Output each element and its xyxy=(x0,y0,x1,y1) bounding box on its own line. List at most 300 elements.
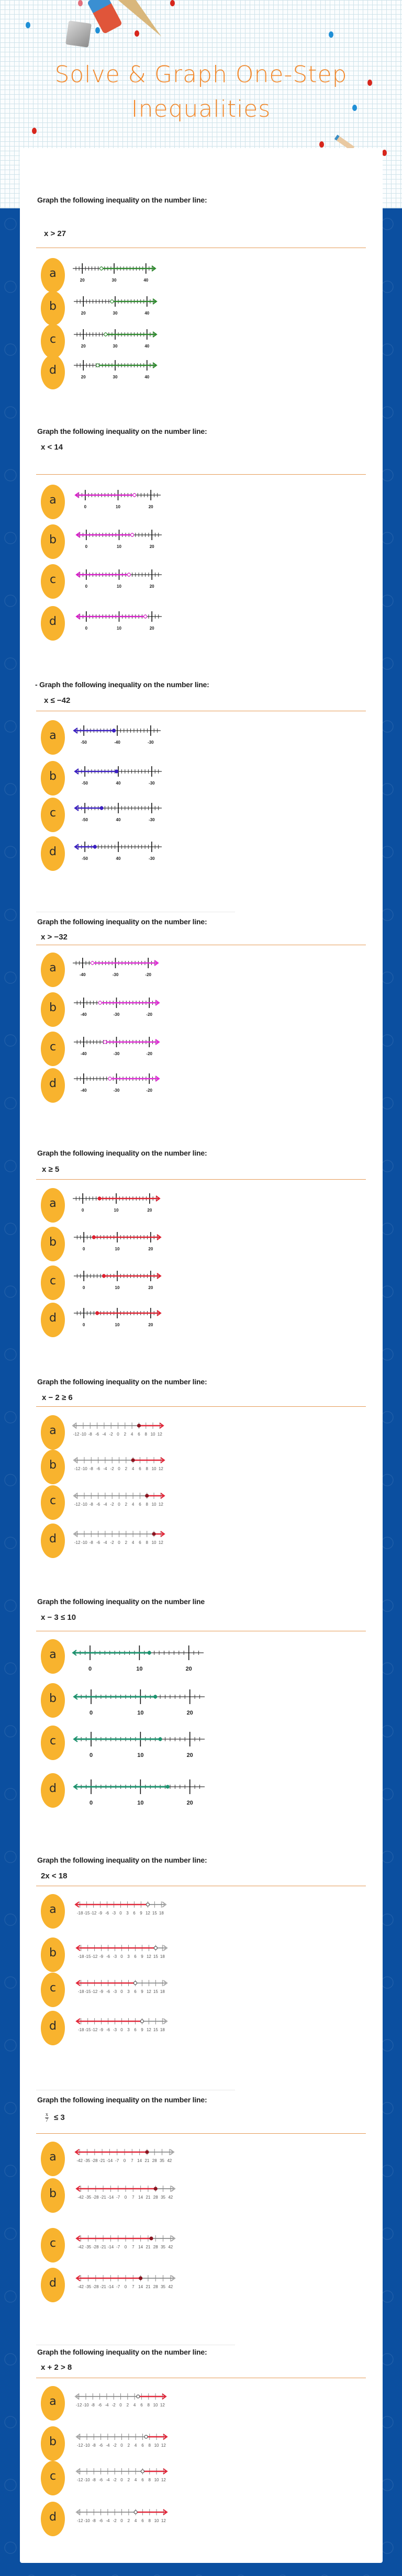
tick-label: 7 xyxy=(132,2245,135,2249)
tick-label: 30 xyxy=(113,311,118,316)
tick-label: -42 xyxy=(77,2195,84,2200)
tick-label: 10 xyxy=(154,2478,159,2482)
inequality-expression xyxy=(41,1872,67,1880)
tick-label: -15 xyxy=(84,2028,91,2032)
tick-label: -8 xyxy=(92,2478,96,2482)
number-line-graph xyxy=(72,800,165,830)
number-line-graph xyxy=(71,722,164,752)
answer-option-b[interactable] xyxy=(41,291,355,326)
answer-option-d[interactable] xyxy=(41,1773,355,1808)
tick-label: 21 xyxy=(146,2245,151,2249)
tick-label: 0 xyxy=(120,1989,123,1994)
tick-label: 0 xyxy=(118,1466,120,1471)
question-prompt: - Graph the following inequality on the number line: xyxy=(35,680,209,689)
tick-label: 20 xyxy=(186,1752,193,1759)
tick-label: 9 xyxy=(141,1989,143,1994)
tick-label: -40 xyxy=(81,1088,87,1093)
tick-label: 15 xyxy=(152,1911,157,1916)
tick-label: 10 xyxy=(117,626,121,631)
option-badge[interactable]: a xyxy=(41,1415,65,1450)
tick-label: 12 xyxy=(158,1540,163,1545)
answer-option-d[interactable] xyxy=(41,2268,355,2302)
option-badge[interactable]: a xyxy=(41,258,65,293)
tick-label: 0 xyxy=(119,1911,122,1916)
option-badge[interactable]: b xyxy=(41,1227,65,1261)
tick-label: 28 xyxy=(153,2195,158,2200)
option-badge[interactable]: a xyxy=(41,1639,65,1674)
tick-label: 4 xyxy=(133,2403,136,2407)
tick-label: 6 xyxy=(140,2403,143,2407)
option-badge[interactable]: b xyxy=(41,2426,65,2461)
tick-label: -2 xyxy=(113,2518,117,2523)
tick-label: 10 xyxy=(137,1752,144,1759)
tick-label: -21 xyxy=(100,2245,106,2249)
number-line-icon xyxy=(71,1487,168,1514)
number-line-icon xyxy=(71,326,160,353)
answer-option-b[interactable] xyxy=(41,1937,355,1972)
tick-label: -6 xyxy=(95,1432,99,1437)
option-badge[interactable]: c xyxy=(41,564,65,599)
tick-label: -30 xyxy=(149,856,155,861)
option-badge[interactable]: c xyxy=(41,2228,65,2263)
number-line-graph xyxy=(70,260,159,290)
answer-option-a[interactable] xyxy=(41,953,355,987)
option-badge[interactable]: a xyxy=(41,953,65,987)
tick-label: 0 xyxy=(120,2028,123,2032)
tick-label: 14 xyxy=(138,2284,143,2289)
answer-option-a[interactable] xyxy=(41,1188,355,1223)
tick-label: 2 xyxy=(125,1502,128,1507)
tick-label: -10 xyxy=(81,1466,87,1471)
number-line-icon xyxy=(73,2180,178,2207)
answer-option-c[interactable] xyxy=(41,1265,355,1300)
question-section xyxy=(20,1591,383,1827)
tick-label: 10 xyxy=(115,1323,120,1327)
tick-label: 10 xyxy=(154,2518,159,2523)
tick-label: 10 xyxy=(137,1710,144,1716)
answer-option-b[interactable] xyxy=(41,992,355,1027)
tick-label: -4 xyxy=(102,1432,106,1437)
tick-label: -9 xyxy=(99,1954,104,1959)
tick-label: 21 xyxy=(144,2158,150,2163)
option-badge[interactable]: b xyxy=(41,1450,65,1484)
option-badge[interactable]: d xyxy=(41,1773,65,1808)
worksheet-card xyxy=(20,148,383,2563)
tick-label: 4 xyxy=(131,1502,135,1507)
tick-label: -12 xyxy=(75,2403,82,2407)
tick-label: 4 xyxy=(134,2518,137,2523)
answer-option-b[interactable] xyxy=(41,1227,355,1261)
decor-dot xyxy=(319,141,324,148)
answer-option-d[interactable] xyxy=(41,2011,355,2045)
answer-option-a[interactable] xyxy=(41,1415,355,1450)
tick-label: -28 xyxy=(93,2195,99,2200)
option-badge[interactable]: d xyxy=(41,606,65,641)
tick-label: 3 xyxy=(126,1911,129,1916)
number-line-icon xyxy=(71,1229,164,1256)
answer-option-d[interactable] xyxy=(41,355,355,389)
option-badge[interactable]: b xyxy=(41,1683,65,1718)
tick-label: 6 xyxy=(138,1432,140,1437)
answer-option-b[interactable] xyxy=(41,1683,355,1718)
answer-option-c[interactable] xyxy=(41,324,355,359)
option-badge[interactable]: a xyxy=(41,720,65,755)
tick-label: -2 xyxy=(110,1502,114,1507)
tick-label: -30 xyxy=(149,817,155,822)
tick-label: 8 xyxy=(144,1432,147,1437)
tick-label: 40 xyxy=(116,817,121,822)
number-line-graph xyxy=(73,2270,178,2299)
tick-label: -35 xyxy=(85,2195,92,2200)
number-line-graph xyxy=(71,326,160,356)
tick-label: -6 xyxy=(106,2028,110,2032)
tick-label: 0 xyxy=(117,1432,119,1437)
tick-label: 8 xyxy=(147,2403,150,2407)
number-line-icon xyxy=(73,2463,170,2489)
tick-label: 10 xyxy=(137,1800,144,1806)
tick-label: 0 xyxy=(81,1208,84,1213)
tick-label: -30 xyxy=(113,1012,120,1017)
tick-label: 12 xyxy=(145,1911,150,1916)
tick-label: -12 xyxy=(74,1466,81,1471)
number-line-icon xyxy=(71,1452,168,1478)
question-section xyxy=(20,1361,383,1596)
tick-label: 10 xyxy=(151,1502,157,1507)
option-badge[interactable]: d xyxy=(41,2502,65,2536)
answer-option-d[interactable] xyxy=(41,1303,355,1337)
number-line-graph xyxy=(73,1975,170,2003)
tick-label: 8 xyxy=(146,1502,148,1507)
answer-option-b[interactable] xyxy=(41,761,355,796)
tick-label: -3 xyxy=(113,1954,117,1959)
tick-label: -14 xyxy=(106,2158,113,2163)
number-line-icon xyxy=(71,1070,162,1097)
tick-label: 2 xyxy=(127,2478,130,2482)
answer-option-d[interactable] xyxy=(41,1068,355,1103)
tick-label: -8 xyxy=(89,1502,93,1507)
option-badge[interactable]: c xyxy=(41,324,65,359)
answer-option-c[interactable] xyxy=(41,1032,355,1066)
tick-label: -35 xyxy=(85,2284,92,2289)
question-prompt: Graph the following inequality on the number line: xyxy=(37,1149,207,1157)
number-line-icon xyxy=(71,994,162,1022)
tick-label: 35 xyxy=(160,2158,164,2163)
option-badge[interactable]: c xyxy=(41,798,65,832)
tick-label: 20 xyxy=(81,375,86,379)
number-line-icon xyxy=(72,1896,169,1922)
tick-label: -50 xyxy=(81,740,87,745)
tick-label: -4 xyxy=(106,2478,110,2482)
answer-option-a[interactable] xyxy=(41,2142,355,2176)
tick-label: -3 xyxy=(111,1911,116,1916)
tick-label: -2 xyxy=(110,1540,114,1545)
tick-label: 10 xyxy=(117,584,121,589)
tick-label: -20 xyxy=(146,1051,152,1056)
number-line-icon xyxy=(71,1305,164,1332)
tick-label: 0 xyxy=(85,584,88,589)
tick-label: 10 xyxy=(136,1666,143,1672)
tick-label: -9 xyxy=(98,1911,103,1916)
tick-label: 8 xyxy=(148,2518,151,2523)
decor-dot xyxy=(329,31,333,38)
option-badge[interactable]: c xyxy=(41,1726,65,1760)
tick-label: 28 xyxy=(152,2158,157,2163)
option-badge[interactable]: b xyxy=(41,524,65,559)
tick-label: -14 xyxy=(107,2195,114,2200)
tick-label: 6 xyxy=(141,2443,144,2448)
inequality-expression xyxy=(44,696,70,705)
option-badge[interactable]: d xyxy=(41,836,65,871)
answer-option-c[interactable] xyxy=(41,2461,355,2495)
tick-label: -14 xyxy=(107,2245,114,2249)
tick-label: 10 xyxy=(116,505,120,509)
tick-label: -7 xyxy=(116,2284,120,2289)
tick-label: 28 xyxy=(153,2245,158,2249)
tick-label: 6 xyxy=(139,1502,141,1507)
tick-label: 0 xyxy=(120,1954,123,1959)
tick-label: -28 xyxy=(93,2245,99,2249)
tick-label: 0 xyxy=(120,2478,123,2482)
tick-label: 8 xyxy=(148,2478,151,2482)
tick-label: 15 xyxy=(153,1989,158,1994)
number-line-graph xyxy=(71,357,160,387)
tick-label: 6 xyxy=(141,2478,144,2482)
tick-label: -35 xyxy=(84,2158,91,2163)
expression-text: x < 14 xyxy=(41,443,63,452)
number-line-graph xyxy=(73,2428,170,2457)
number-line-icon xyxy=(73,527,165,554)
option-badge[interactable]: d xyxy=(41,355,65,389)
option-badge[interactable]: b xyxy=(41,992,65,1027)
question-prompt: Graph the following inequality on the number line: xyxy=(37,427,207,435)
tick-label: -8 xyxy=(89,1466,93,1471)
answer-option-a[interactable] xyxy=(41,485,355,519)
tick-label: -6 xyxy=(105,1911,109,1916)
number-line-graph xyxy=(71,1229,164,1259)
expression-text: x > 27 xyxy=(44,229,66,238)
tick-label: -21 xyxy=(100,2195,106,2200)
tick-label: 12 xyxy=(146,1989,151,1994)
number-line-graph xyxy=(71,1685,208,1719)
tick-label: -30 xyxy=(112,972,119,977)
answer-option-d[interactable] xyxy=(41,2502,355,2536)
expression-text: x − 3 ≤ 10 xyxy=(41,1613,76,1622)
tick-label: -2 xyxy=(113,2443,117,2448)
tick-label: 7 xyxy=(132,2195,135,2200)
answer-option-c[interactable] xyxy=(41,798,355,832)
tick-label: 8 xyxy=(148,2443,151,2448)
expression-text: 2x < 18 xyxy=(41,1872,68,1880)
number-line-icon xyxy=(73,2270,178,2296)
answer-option-a[interactable] xyxy=(41,1639,355,1674)
tick-label: -10 xyxy=(81,1502,87,1507)
tick-label: -28 xyxy=(92,2158,98,2163)
tick-label: 12 xyxy=(158,1502,163,1507)
option-badge[interactable]: d xyxy=(41,1524,65,1558)
number-line-icon xyxy=(73,2230,178,2256)
tick-label: 0 xyxy=(89,1710,93,1716)
tick-label: -6 xyxy=(106,1954,110,1959)
question-section xyxy=(20,670,383,905)
tick-label: 0 xyxy=(124,2195,127,2200)
answer-option-c[interactable] xyxy=(41,2228,355,2263)
number-line-graph xyxy=(73,1940,170,1968)
answer-option-d[interactable] xyxy=(41,606,355,641)
option-badge[interactable]: a xyxy=(41,1188,65,1223)
option-badge[interactable]: b xyxy=(41,1937,65,1972)
tick-label: -6 xyxy=(98,2403,102,2407)
question-section xyxy=(20,2073,383,2308)
answer-option-a[interactable] xyxy=(41,258,355,293)
tick-label: -42 xyxy=(77,2245,84,2249)
inequality-expression xyxy=(44,229,66,238)
option-badge[interactable]: c xyxy=(41,1032,65,1066)
tick-label: 20 xyxy=(186,1710,193,1716)
tick-label: -6 xyxy=(96,1466,100,1471)
answer-option-a[interactable] xyxy=(41,2386,355,2421)
tick-label: -9 xyxy=(99,2028,104,2032)
tick-label: 10 xyxy=(117,544,121,549)
tick-label: 12 xyxy=(146,2028,151,2032)
expression-text: x + 2 > 8 xyxy=(41,2363,72,2372)
decor-dot xyxy=(135,30,139,37)
number-line-graph xyxy=(71,293,160,323)
answer-option-b[interactable] xyxy=(41,2178,355,2213)
tick-label: 6 xyxy=(139,1540,141,1545)
tick-label: -10 xyxy=(81,1540,87,1545)
number-line-icon xyxy=(71,357,160,384)
option-badge[interactable]: b xyxy=(41,291,65,326)
tick-label: 7 xyxy=(132,2284,135,2289)
decor-dot xyxy=(170,0,175,6)
answer-option-c[interactable] xyxy=(41,1485,355,1520)
answer-option-b[interactable] xyxy=(41,1450,355,1484)
option-badge[interactable]: d xyxy=(41,2011,65,2045)
option-badge[interactable]: c xyxy=(41,1973,65,2007)
option-badge[interactable]: b xyxy=(41,761,65,796)
number-line-icon xyxy=(73,608,165,635)
tick-label: -40 xyxy=(81,1012,87,1017)
tick-label: -12 xyxy=(76,2518,83,2523)
answer-option-b[interactable] xyxy=(41,524,355,559)
option-badge[interactable]: c xyxy=(41,1485,65,1520)
tick-label: 20 xyxy=(148,505,153,509)
tick-label: -15 xyxy=(83,1911,90,1916)
tick-label: -12 xyxy=(91,2028,98,2032)
option-badge[interactable]: d xyxy=(41,1068,65,1103)
question-section xyxy=(20,2324,383,2559)
tick-label: -4 xyxy=(106,2443,110,2448)
tick-label: -12 xyxy=(73,1432,80,1437)
number-line-icon xyxy=(72,763,165,790)
tick-label: 35 xyxy=(161,2195,165,2200)
tick-label: 0 xyxy=(118,1502,120,1507)
answer-option-b[interactable] xyxy=(41,2426,355,2461)
tick-label: 3 xyxy=(127,1989,130,1994)
expression-text: ≤ 3 xyxy=(54,2113,65,2122)
tick-label: 30 xyxy=(111,278,117,283)
option-badge[interactable]: d xyxy=(41,2268,65,2302)
number-line-icon xyxy=(73,566,165,593)
tick-label: 21 xyxy=(146,2195,151,2200)
tick-label: 8 xyxy=(146,1466,148,1471)
fraction-denominator: 7 xyxy=(46,2118,48,2123)
tick-label: 40 xyxy=(144,344,150,349)
tick-label: 20 xyxy=(185,1666,192,1672)
number-line-graph xyxy=(72,2144,177,2172)
answer-option-c[interactable] xyxy=(41,1726,355,1760)
tick-label: 15 xyxy=(153,1954,158,1959)
number-line-graph xyxy=(72,487,164,517)
answer-option-a[interactable] xyxy=(41,1894,355,1929)
tick-label: 42 xyxy=(167,2158,172,2163)
number-line-graph xyxy=(70,1417,166,1446)
option-badge[interactable]: c xyxy=(41,1265,65,1300)
tick-label: 10 xyxy=(151,1540,157,1545)
tick-label: -10 xyxy=(84,2478,90,2482)
fraction xyxy=(45,2112,49,2123)
answer-option-d[interactable] xyxy=(41,1524,355,1558)
inequality-expression xyxy=(42,1165,59,1174)
option-badge[interactable]: c xyxy=(41,2461,65,2495)
tick-label: 14 xyxy=(138,2245,143,2249)
answer-option-c[interactable] xyxy=(41,1973,355,2007)
tick-label: -6 xyxy=(99,2478,103,2482)
tick-label: -18 xyxy=(77,1989,84,1994)
tick-label: -7 xyxy=(116,2245,120,2249)
tick-label: 2 xyxy=(125,1466,128,1471)
tick-label: 42 xyxy=(168,2245,173,2249)
tick-label: -35 xyxy=(85,2245,92,2249)
tick-label: 35 xyxy=(161,2284,165,2289)
inequality-expression xyxy=(41,443,63,452)
question-section xyxy=(20,1136,383,1371)
tick-label: 14 xyxy=(138,2195,143,2200)
option-badge[interactable]: d xyxy=(41,1303,65,1337)
answer-option-c[interactable] xyxy=(41,564,355,599)
tick-label: -15 xyxy=(84,1954,91,1959)
tick-label: -12 xyxy=(90,1911,97,1916)
divider xyxy=(36,2133,366,2134)
tick-label: 28 xyxy=(153,2284,158,2289)
tick-label: -8 xyxy=(89,1540,93,1545)
tick-label: 4 xyxy=(130,1432,133,1437)
number-line-graph xyxy=(73,2013,170,2042)
tick-label: -12 xyxy=(74,1502,81,1507)
number-line-icon xyxy=(72,2144,177,2170)
number-line-graph xyxy=(71,1268,164,1297)
tick-label: 3 xyxy=(127,2028,130,2032)
number-line-icon xyxy=(72,838,165,866)
question-prompt: Graph the following inequality on the number line xyxy=(37,1597,205,1606)
tick-label: 14 xyxy=(137,2158,142,2163)
page-title-line-1: Solve & Graph One-Step xyxy=(54,61,348,88)
number-line-graph xyxy=(73,2463,170,2492)
option-badge[interactable]: a xyxy=(41,485,65,519)
option-badge[interactable]: a xyxy=(41,1894,65,1929)
option-badge[interactable]: b xyxy=(41,2178,65,2213)
sharpener-icon xyxy=(65,20,92,48)
answer-option-d[interactable] xyxy=(41,836,355,871)
tick-label: 12 xyxy=(161,2478,166,2482)
number-line-graph xyxy=(72,838,165,868)
tick-label: -3 xyxy=(113,2028,117,2032)
inequality-expression xyxy=(41,1613,76,1622)
tick-label: -2 xyxy=(111,2403,116,2407)
answer-option-a[interactable] xyxy=(41,720,355,755)
option-badge[interactable]: a xyxy=(41,2142,65,2176)
option-badge[interactable]: a xyxy=(41,2386,65,2421)
